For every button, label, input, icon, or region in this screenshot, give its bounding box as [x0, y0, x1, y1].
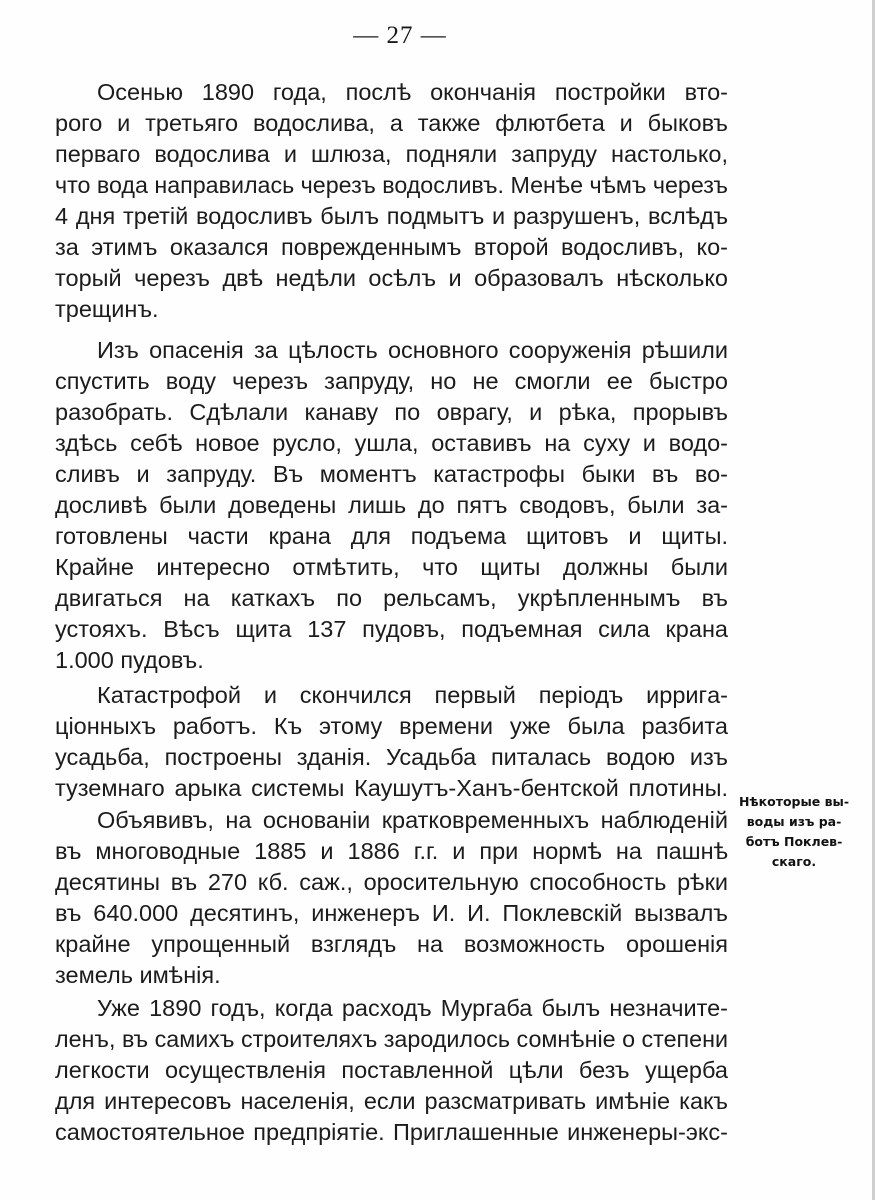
margin-note-line: Нѣкоторые вы-: [738, 794, 850, 809]
text-line: 1.000 пудовъ.: [55, 647, 204, 673]
text-line: трещинъ.: [55, 296, 159, 322]
text-line: досливѣ были доведены лишь до пятъ сводовъ, были за-: [55, 492, 728, 518]
text-line: торый черезъ двѣ недѣли осѣлъ и образовалъ нѣсколько: [55, 265, 728, 291]
text-line: ціонныхъ работъ. Къ этому времени уже была разбита: [55, 713, 728, 739]
text-line: за этимъ оказался поврежденнымъ второй водосливъ, ко-: [55, 234, 728, 260]
margin-note: [735, 792, 853, 872]
text-line: разобрать. Сдѣлали канаву по оврагу, и рѣка, прорывъ: [55, 399, 728, 425]
text-line: въ многоводные 1885 и 1886 г.г. и при нормѣ на пашнѣ: [55, 838, 728, 864]
text-line: готовлены части крана для подъема щитовъ и щиты.: [55, 523, 728, 549]
margin-note-line: воды изъ ра-: [746, 814, 842, 829]
text-line: земель имѣнія.: [55, 962, 221, 988]
text-line: ленъ, въ самихъ строителяхъ зародилось сомнѣніе о степени: [55, 1026, 729, 1052]
text-line: двигаться на каткахъ по рельсамъ, укрѣпленнымъ въ: [55, 585, 728, 611]
text-line: крайне упрощенный взглядъ на возможность орошенія: [55, 931, 728, 957]
text-line: для интересовъ населенія, если разсматривать имѣніе какъ: [55, 1088, 728, 1114]
text-line: здѣсь себѣ новое русло, ушла, оставивъ на суху и водо-: [55, 430, 728, 456]
margin-note-line: ботъ Поклев-: [745, 834, 843, 849]
text-line: самостоятельное предпріятіе. Приглашенные инженеры-экс-: [55, 1119, 728, 1145]
text-line: туземнаго арыка системы Каушутъ-Ханъ-бентской плотины.: [55, 775, 728, 801]
text-line: 4 дня третій водосливъ былъ подмытъ и разрушенъ, вслѣдъ: [55, 203, 728, 229]
text-line: спустить воду черезъ запруду, но не смогли ее быстро: [55, 368, 728, 394]
text-line: Объявивъ, на основаніи кратковременныхъ наблюденій: [97, 807, 728, 833]
text-line: Уже 1890 годъ, когда расходъ Мургаба былъ незначите-: [97, 995, 728, 1021]
text-line: Катастрофой и скончился первый періодъ ирригa-: [97, 682, 728, 708]
text-line: Изъ опасенія за цѣлость основного сооруженія рѣшили: [97, 337, 728, 363]
text-line: сливъ и запруду. Въ моментъ катастрофы быки въ во-: [55, 461, 728, 487]
margin-note-line: скаго.: [771, 854, 817, 869]
text-line: въ 640.000 десятинъ, инженеръ И. И. Поклевскій вызвалъ: [55, 900, 728, 926]
text-line: Осенью 1890 года, послѣ окончанія постройки вто-: [97, 79, 728, 105]
text-line: легкости осуществленія поставленной цѣли безъ ущерба: [55, 1057, 728, 1083]
text-line: устояхъ. Вѣсъ щита 137 пудовъ, подъемная сила крана: [55, 616, 728, 642]
text-line: десятины въ 270 кб. саж., оросительную способность рѣки: [55, 869, 728, 895]
text-line: что вода направилась черезъ водосливъ. Менѣе чѣмъ черезъ: [55, 172, 728, 198]
text-line: усадьба, построены зданія. Усадьба питалась водою изъ: [55, 744, 728, 770]
text-line: Крайне интересно отмѣтить, что щиты должны были: [55, 554, 728, 580]
page-number: — 27 —: [353, 22, 447, 49]
text-line: перваго водослива и шлюза, подняли запруду настолько,: [55, 141, 728, 167]
text-line: рого и третьяго водослива, а также флютбета и быковъ: [55, 110, 728, 136]
